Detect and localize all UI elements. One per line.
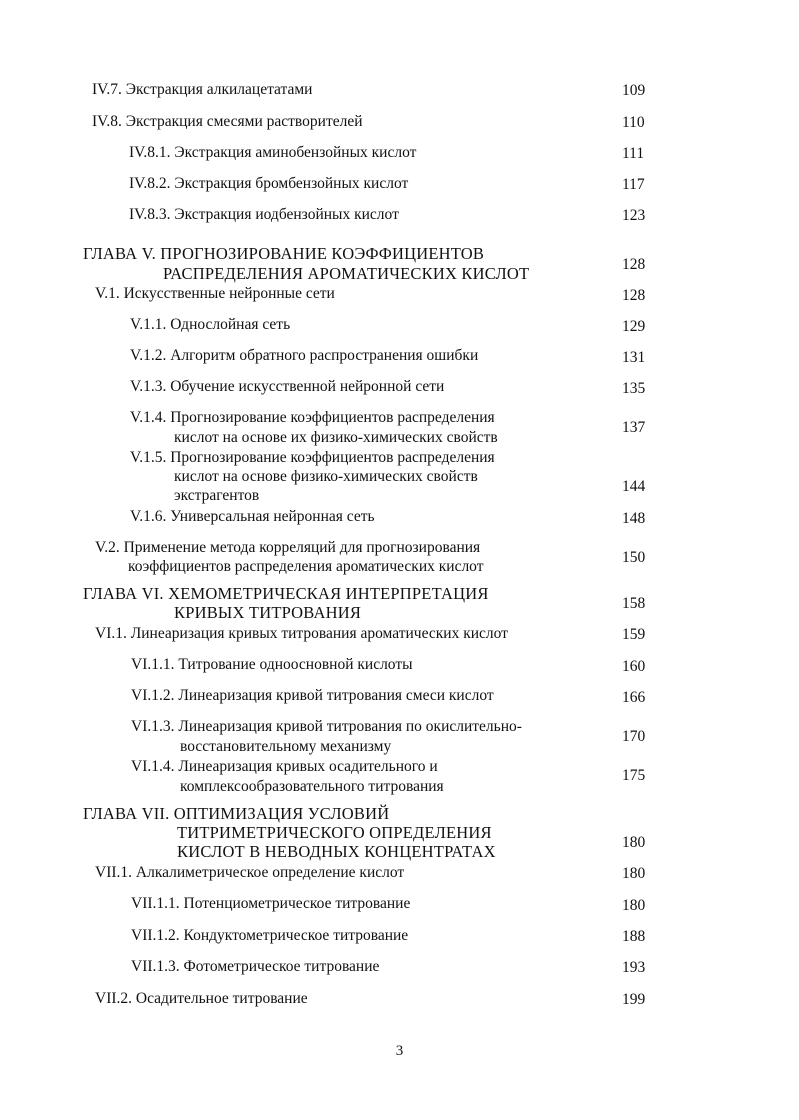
toc-page-vi-1-3: 170 — [622, 728, 646, 745]
toc-page-v-1-1: 129 — [622, 318, 646, 335]
page-number: 3 — [395, 1043, 404, 1059]
toc-entry-vi-1-2: VI.1.2. Линеаризация кривой титрования смеси кислот — [131, 687, 494, 704]
toc-entry-iv-8-1: IV.8.1. Экстракция аминобензойных кислот — [129, 144, 417, 161]
toc-entry-v-2-line-2: коэффициентов распределения ароматических кислот — [128, 558, 484, 575]
toc-entry-vi-1: VI.1. Линеаризация кривых титрования ароматических кислот — [95, 625, 508, 642]
chapter-v-title-line-2: РАСПРЕДЕЛЕНИЯ АРОМАТИЧЕСКИХ КИСЛОТ — [163, 264, 530, 283]
chapter-vii-title-line-2: ТИТРИМЕТРИЧЕСКОГО ОПРЕДЕЛЕНИЯ — [177, 823, 492, 842]
toc-page-chapter-v: 128 — [622, 256, 646, 273]
toc-page-v-1-4: 137 — [622, 419, 646, 436]
toc-entry-v-2-line-1: V.2. Применение метода корреляций для прогнозирования — [95, 539, 481, 556]
toc-entry-vi-1-3-line-1: VI.1.3. Линеаризация кривой титрования по окислительно- — [131, 718, 522, 735]
toc-entry-vii-1-1: VII.1.1. Потенциометрическое титрование — [131, 895, 411, 912]
chapter-vii-title-line-1: ГЛАВА VII. ОПТИМИЗАЦИЯ УСЛОВИЙ — [83, 804, 390, 823]
toc-page-v-1: 128 — [622, 287, 646, 304]
toc-page-chapter-vii: 180 — [622, 834, 646, 851]
chapter-v-title-line-1: ГЛАВА V. ПРОГНОЗИРОВАНИЕ КОЭФФИЦИЕНТОВ — [83, 244, 485, 263]
toc-entry-iv-8-2: IV.8.2. Экстракция бромбензойных кислот — [129, 175, 409, 192]
toc-entry-vi-1-4-line-2: комплексообразовательного титрования — [180, 778, 444, 795]
toc-entry-v-1-6: V.1.6. Универсальная нейронная сеть — [130, 508, 375, 525]
toc-entry-vii-1: VII.1. Алкалиметрическое определение кислот — [95, 864, 405, 881]
toc-entry-v-1-1: V.1.1. Однослойная сеть — [130, 316, 291, 333]
toc-page-vi-1: 159 — [622, 626, 646, 643]
toc-page-vii-1-3: 193 — [622, 959, 646, 976]
toc-page-vi-1-2: 166 — [622, 689, 646, 706]
toc-page-v-1-3: 135 — [622, 380, 646, 397]
toc-page-iv-7: 109 — [622, 82, 646, 99]
toc-entry-v-1-5-line-3: экстрагентов — [174, 487, 260, 504]
toc-page-v-2: 150 — [622, 549, 646, 566]
toc-entry-v-1: V.1. Искусственные нейронные сети — [95, 285, 335, 302]
toc-entry-v-1-3: V.1.3. Обучение искусственной нейронной сети — [130, 378, 445, 395]
toc-page-iv-8-3: 123 — [622, 207, 646, 224]
chapter-vii-title-line-3: КИСЛОТ В НЕВОДНЫХ КОНЦЕНТРАТАХ — [177, 842, 496, 861]
toc-entry-vi-1-3-line-2: восстановительному механизму — [180, 738, 392, 755]
toc-entry-v-1-4-line-2: кислот на основе их физико-химических свойств — [174, 429, 498, 446]
toc-entry-vii-1-3: VII.1.3. Фотометрическое титрование — [131, 958, 380, 975]
toc-page-v-1-5: 144 — [622, 478, 646, 495]
toc-entry-iv-8-3: IV.8.3. Экстракция иодбензойных кислот — [129, 206, 399, 223]
toc-page-v-1-2: 131 — [622, 349, 646, 366]
chapter-vi-title-line-2: КРИВЫХ ТИТРОВАНИЯ — [174, 603, 362, 622]
toc-page-v-1-6: 148 — [622, 510, 646, 527]
toc-page-iv-8: 110 — [622, 114, 645, 131]
toc-entry-vii-1-2: VII.1.2. Кондуктометрическое титрование — [131, 927, 409, 944]
toc-page-vii-2: 199 — [622, 991, 646, 1008]
toc-page-iv-8-2: 117 — [622, 176, 645, 193]
toc-entry-v-1-5-line-1: V.1.5. Прогнозирование коэффициентов распределения — [130, 449, 495, 466]
toc-entry-v-1-4-line-1: V.1.4. Прогнозирование коэффициентов распределения — [130, 409, 495, 426]
toc-entry-iv-7: IV.7. Экстракция алкилацетатами — [92, 81, 313, 98]
toc-entry-v-1-5-line-2: кислот на основе физико-химических свойств — [174, 468, 478, 485]
toc-page-vi-1-4: 175 — [622, 767, 646, 784]
toc-page-vi-1-1: 160 — [622, 658, 646, 675]
toc-page-vii-1-2: 188 — [622, 928, 646, 945]
toc-page-chapter-vi: 158 — [622, 595, 646, 612]
toc-entry-vi-1-4-line-1: VI.1.4. Линеаризация кривых осадительного и — [131, 758, 438, 775]
toc-entry-v-1-2: V.1.2. Алгоритм обратного распространения ошибки — [130, 347, 479, 364]
toc-entry-iv-8: IV.8. Экстракция смесями растворителей — [92, 113, 363, 130]
toc-page-vii-1-1: 180 — [622, 897, 646, 914]
chapter-vi-title-line-1: ГЛАВА VI. ХЕМОМЕТРИЧЕСКАЯ ИНТЕРПРЕТАЦИЯ — [83, 584, 489, 603]
toc-entry-vii-2: VII.2. Осадительное титрование — [95, 990, 308, 1007]
toc-entry-vi-1-1: VI.1.1. Титрование одноосновной кислоты — [131, 656, 413, 673]
toc-page-vii-1: 180 — [622, 865, 646, 882]
toc-page-iv-8-1: 111 — [622, 145, 645, 162]
